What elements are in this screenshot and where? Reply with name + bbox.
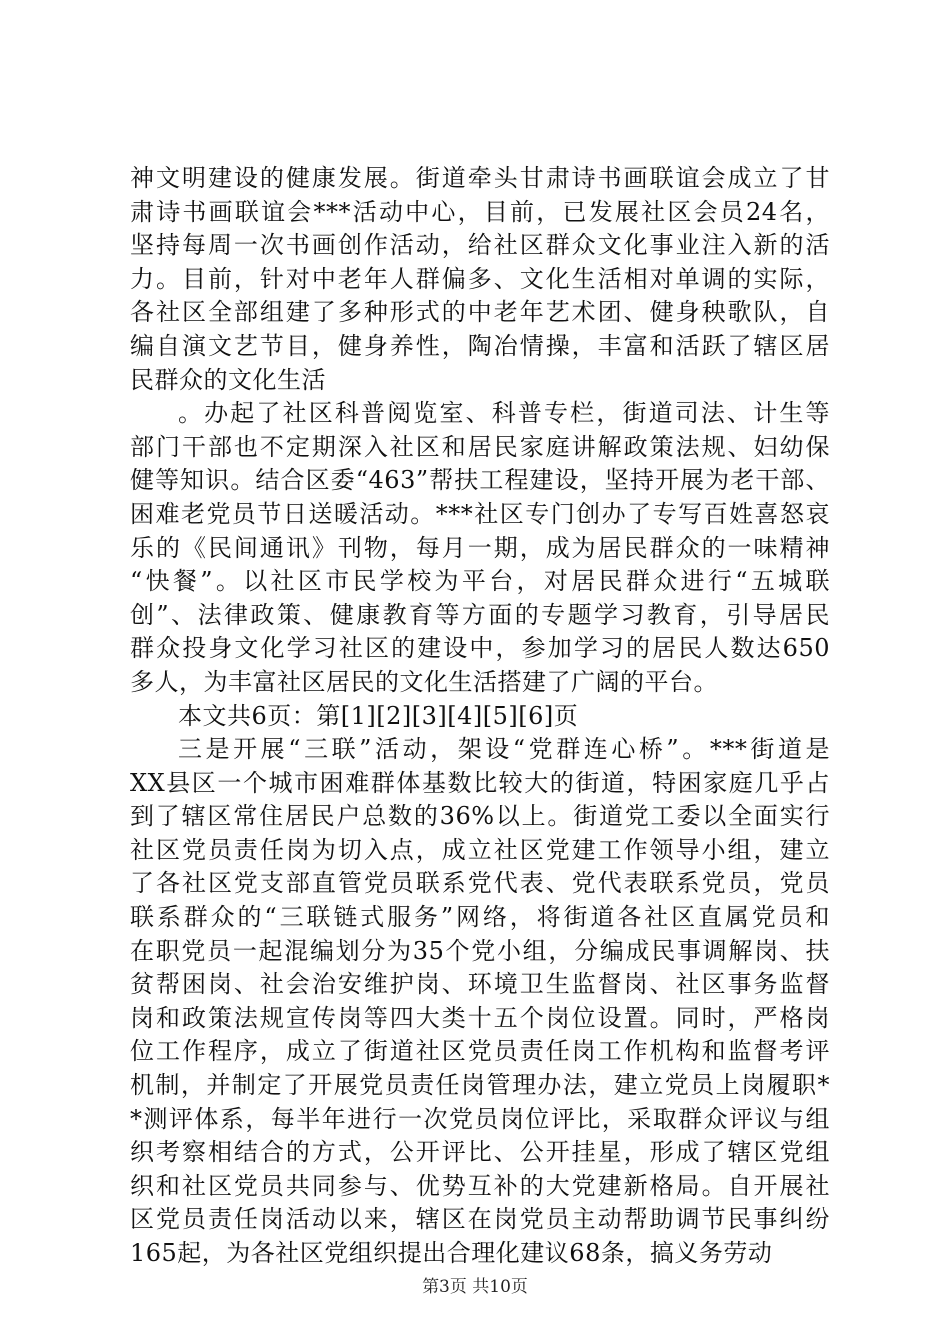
text-line: 群众投身文化学习社区的建设中，参加学习的居民人数达650 bbox=[130, 634, 830, 663]
text-line: 各社区全部组建了多种形式的中老年艺术团、健身秧歌队，自 bbox=[130, 298, 830, 327]
paragraph-start-line: 三是开展“三联”活动，架设“党群连心桥”。***街道是 bbox=[178, 735, 830, 764]
page-navigation-text: 本文共6页：第[1][2][3][4][5][6]页 bbox=[178, 701, 579, 730]
text-line: 社区党员责任岗为切入点，成立社区党建工作领导小组，建立 bbox=[130, 835, 830, 864]
paragraph-start-line: 。办起了社区科普阅览室、科普专栏，街道司法、计生等 bbox=[178, 399, 830, 428]
text-line: 织和社区党员共同参与、优势互补的大党建新格局。自开展社 bbox=[130, 1171, 830, 1200]
text-line: 多人，为丰富社区居民的文化生活搭建了广阔的平台。 bbox=[130, 667, 718, 696]
text-line: 部门干部也不定期深入社区和居民家庭讲解政策法规、妇幼保 bbox=[130, 432, 830, 461]
text-line: 健等知识。结合区委“463”帮扶工程建设，坚持开展为老干部、 bbox=[130, 466, 830, 495]
text-line: 坚持每周一次书画创作活动，给社区群众文化事业注入新的活 bbox=[130, 231, 830, 260]
text-line: 乐的《民间通讯》刊物，每月一期，成为居民群众的一味精神 bbox=[130, 533, 830, 562]
text-line: 创”、法律政策、健康教育等方面的专题学习教育，引导居民 bbox=[130, 600, 830, 629]
page-footer: 第3页 共10页 bbox=[422, 1277, 528, 1297]
text-line: 贫帮困岗、社会治安维护岗、环境卫生监督岗、社区事务监督 bbox=[130, 970, 830, 999]
text-line: 机制，并制定了开展党员责任岗管理办法，建立党员上岗履职* bbox=[130, 1071, 830, 1100]
text-line: 编自演文艺节目，健身养性，陶冶情操，丰富和活跃了辖区居 bbox=[130, 331, 830, 360]
text-line: 肃诗书画联谊会***活动中心，目前，已发展社区会员24名， bbox=[130, 197, 830, 226]
text-line: 民群众的文化生活 bbox=[130, 365, 326, 394]
text-line: 位工作程序，成立了街道社区党员责任岗工作机构和监督考评 bbox=[130, 1037, 830, 1066]
text-line: 165起，为各社区党组织提出合理化建议68条，搞义务劳动 bbox=[130, 1239, 773, 1267]
text-line: 到了辖区常住居民户总数的36%以上。街道党工委以全面实行 bbox=[130, 802, 830, 831]
text-line: 织考察相结合的方式，公开评比、公开挂星，形成了辖区党组 bbox=[130, 1138, 830, 1167]
text-line: 神文明建设的健康发展。街道牵头甘肃诗书画联谊会成立了甘 bbox=[130, 164, 830, 192]
text-line: 在职党员一起混编划分为35个党小组，分编成民事调解岗、扶 bbox=[130, 936, 830, 965]
text-line: 力。目前，针对中老年人群偏多、文化生活相对单调的实际， bbox=[130, 264, 830, 293]
text-line: 困难老党员节日送暖活动。***社区专门创办了专写百姓喜怒哀 bbox=[130, 499, 830, 528]
body-text bbox=[130, 162, 830, 1271]
text-line: XX县区一个城市困难群体基数比较大的街道，特困家庭几乎占 bbox=[130, 768, 830, 797]
text-line: 岗和政策法规宣传岗等四大类十五个岗位设置。同时，严格岗 bbox=[130, 1003, 830, 1032]
text-line: 区党员责任岗活动以来，辖区在岗党员主动帮助调节民事纠纷 bbox=[130, 1205, 830, 1234]
text-line: *测评体系，每半年进行一次党员岗位评比，采取群众评议与组 bbox=[130, 1104, 830, 1133]
text-line: 联系群众的“三联链式服务”网络，将街道各社区直属党员和 bbox=[130, 903, 830, 932]
text-line: 了各社区党支部直管党员联系党代表、党代表联系党员，党员 bbox=[130, 869, 830, 898]
text-line: “快餐”。以社区市民学校为平台，对居民群众进行“五城联 bbox=[130, 567, 830, 596]
